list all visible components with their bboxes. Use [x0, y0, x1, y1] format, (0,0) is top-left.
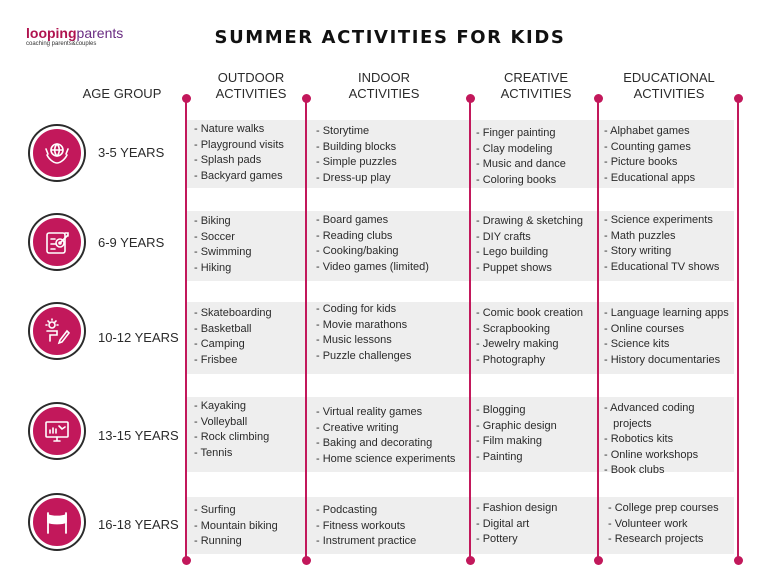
list-item: - Backyard games: [194, 169, 283, 182]
list-item: - Jewelry making: [476, 338, 559, 350]
list-item: - Soccer: [194, 230, 235, 243]
outdoor-activities-list: [194, 214, 251, 276]
list-item: - Board games: [316, 214, 389, 226]
list-item: - Comic book creation: [476, 307, 583, 319]
indoor-activities-list: [316, 405, 455, 467]
list-item: - DIY crafts: [476, 230, 531, 243]
page-title: SUMMER ACTIVITIES FOR KIDS: [214, 27, 566, 48]
list-item: - Photography: [476, 353, 546, 366]
divider-dot: [182, 94, 191, 103]
list-item: - Drawing & sketching: [476, 215, 583, 227]
list-item: - Creative writing: [316, 421, 399, 434]
list-item: - Skateboarding: [194, 307, 272, 319]
age-label: 16-18 YEARS: [98, 517, 179, 532]
list-item: - Reading clubs: [316, 229, 393, 242]
logo-tagline: coaching parents&couples: [26, 41, 97, 47]
list-item: - Film making: [476, 435, 543, 447]
divider-dot: [302, 556, 311, 565]
creative-activities-list: [476, 501, 557, 548]
list-item: - Research projects: [608, 533, 704, 545]
list-item: - Fitness workouts: [316, 519, 406, 532]
indoor-activities-list: [316, 124, 397, 186]
list-item: - Alphabet games: [604, 125, 690, 137]
divider-dot: [466, 556, 475, 565]
list-item: - Volleyball: [194, 415, 248, 428]
list-item: - Painting: [476, 450, 523, 463]
list-item: - Instrument practice: [316, 535, 417, 547]
educational-activities-list: [604, 213, 719, 275]
list-item: - Surfing: [194, 504, 236, 516]
outdoor-activities-list: [194, 503, 278, 550]
list-item: - Blogging: [476, 404, 526, 416]
list-item: - College prep courses: [608, 502, 719, 514]
logo: [26, 26, 136, 56]
list-item: - Building blocks: [316, 140, 397, 153]
list-item: - Fashion design: [476, 502, 558, 514]
age-label: 3-5 YEARS: [98, 145, 165, 160]
logo-brand-part1: looping: [26, 25, 77, 41]
list-item: - Coding for kids: [316, 303, 397, 315]
outdoor-activities-list: [194, 399, 269, 461]
monitor-chart-icon: [30, 404, 84, 458]
list-item: - Educational TV shows: [604, 260, 720, 273]
list-item: - Biking: [194, 215, 231, 227]
list-item: - Advanced coding: [604, 402, 695, 414]
creative-activities-list: [476, 214, 583, 276]
educational-activities-list: [608, 501, 719, 548]
list-item: - Baking and decorating: [316, 437, 433, 449]
divider-dot: [594, 94, 603, 103]
list-item: - Cooking/baking: [316, 245, 399, 257]
outdoor-activities-list: [194, 306, 272, 368]
list-item: - Math puzzles: [604, 229, 676, 242]
list-item: - Swimming: [194, 246, 252, 258]
list-item: - Virtual reality games: [316, 406, 423, 418]
divider-dot: [466, 94, 475, 103]
creative-activities-list: [476, 403, 557, 465]
list-item: - Digital art: [476, 517, 530, 530]
column-divider: [597, 98, 599, 564]
header-indoor: INDOOR ACTIVITIES: [348, 70, 420, 101]
age-label: 13-15 YEARS: [98, 428, 179, 443]
creative-activities-list: [476, 126, 566, 188]
list-item: - Finger painting: [476, 127, 556, 139]
finish-banner-icon: [30, 495, 84, 549]
list-item: - Educational apps: [604, 171, 696, 184]
list-item: - Puppet shows: [476, 261, 552, 274]
list-item: - Basketball: [194, 322, 252, 335]
column-divider: [305, 98, 307, 564]
list-item: - Playground visits: [194, 138, 284, 151]
column-divider: [737, 98, 739, 564]
list-item: - Language learning apps: [604, 307, 729, 319]
list-item: - Storytime: [316, 125, 370, 137]
list-item: - Frisbee: [194, 353, 238, 366]
list-item: - Story writing: [604, 245, 672, 257]
divider-dot: [594, 556, 603, 565]
list-item: - Robotics kits: [604, 433, 674, 445]
list-item: - Camping: [194, 338, 245, 350]
header-outdoor: OUTDOOR ACTIVITIES: [215, 70, 287, 101]
divider-dot: [734, 94, 743, 103]
divider-dot: [182, 556, 191, 565]
list-item: - Pottery: [476, 533, 518, 545]
list-item: - Volunteer work: [608, 517, 688, 530]
age-label: 6-9 YEARS: [98, 235, 165, 250]
list-item: - Puzzle challenges: [316, 349, 412, 362]
list-item: - Movie marathons: [316, 318, 408, 331]
list-item: - Splash pads: [194, 154, 262, 166]
list-item: - History documentaries: [604, 353, 721, 366]
educational-activities-list: [604, 124, 695, 186]
indoor-activities-list: [316, 503, 416, 550]
header-creative: CREATIVE ACTIVITIES: [500, 70, 572, 101]
list-item: - Rock climbing: [194, 431, 270, 443]
list-item: - Online courses: [604, 322, 685, 335]
logo-brand-part2: parents: [76, 25, 124, 41]
list-item: - Video games (limited): [316, 260, 429, 273]
list-item: - Scrapbooking: [476, 322, 550, 335]
list-item: - Nature walks: [194, 123, 265, 135]
list-item: - Clay modeling: [476, 142, 553, 155]
educational-activities-list: [604, 306, 729, 368]
target-checklist-icon: [30, 215, 84, 269]
divider-dot: [302, 94, 311, 103]
list-item: projects: [604, 417, 652, 430]
header-educational: EDUCATIONAL ACTIVITIES: [623, 70, 715, 101]
list-item: - Counting games: [604, 140, 691, 153]
globe-hands-icon: [30, 126, 84, 180]
list-item: - Science kits: [604, 338, 670, 350]
column-divider: [469, 98, 471, 564]
indoor-activities-list: [316, 302, 411, 364]
list-item: - Online workshops: [604, 448, 699, 461]
list-item: - Tennis: [194, 446, 233, 459]
list-item: - Science experiments: [604, 214, 713, 226]
list-item: - Kayaking: [194, 400, 246, 412]
header-age-group: AGE GROUP: [82, 86, 162, 101]
creative-activities-list: [476, 306, 583, 368]
list-item: - Home science experiments: [316, 452, 456, 465]
educational-activities-list: [604, 401, 698, 479]
list-item: - Coloring books: [476, 173, 557, 186]
divider-dot: [734, 556, 743, 565]
list-item: - Simple puzzles: [316, 156, 397, 168]
list-item: - Dress-up play: [316, 171, 391, 184]
idea-pencil-icon: [30, 304, 84, 358]
list-item: - Mountain biking: [194, 519, 278, 532]
list-item: - Podcasting: [316, 504, 378, 516]
age-label: 10-12 YEARS: [98, 330, 179, 345]
list-item: - Music and dance: [476, 158, 566, 170]
list-item: - Graphic design: [476, 419, 557, 432]
list-item: - Hiking: [194, 261, 232, 274]
list-item: - Picture books: [604, 156, 678, 168]
list-item: - Running: [194, 535, 242, 547]
list-item: - Lego building: [476, 246, 549, 258]
indoor-activities-list: [316, 213, 429, 275]
list-item: - Music lessons: [316, 334, 392, 346]
list-item: - Book clubs: [604, 464, 665, 476]
outdoor-activities-list: [194, 122, 284, 184]
